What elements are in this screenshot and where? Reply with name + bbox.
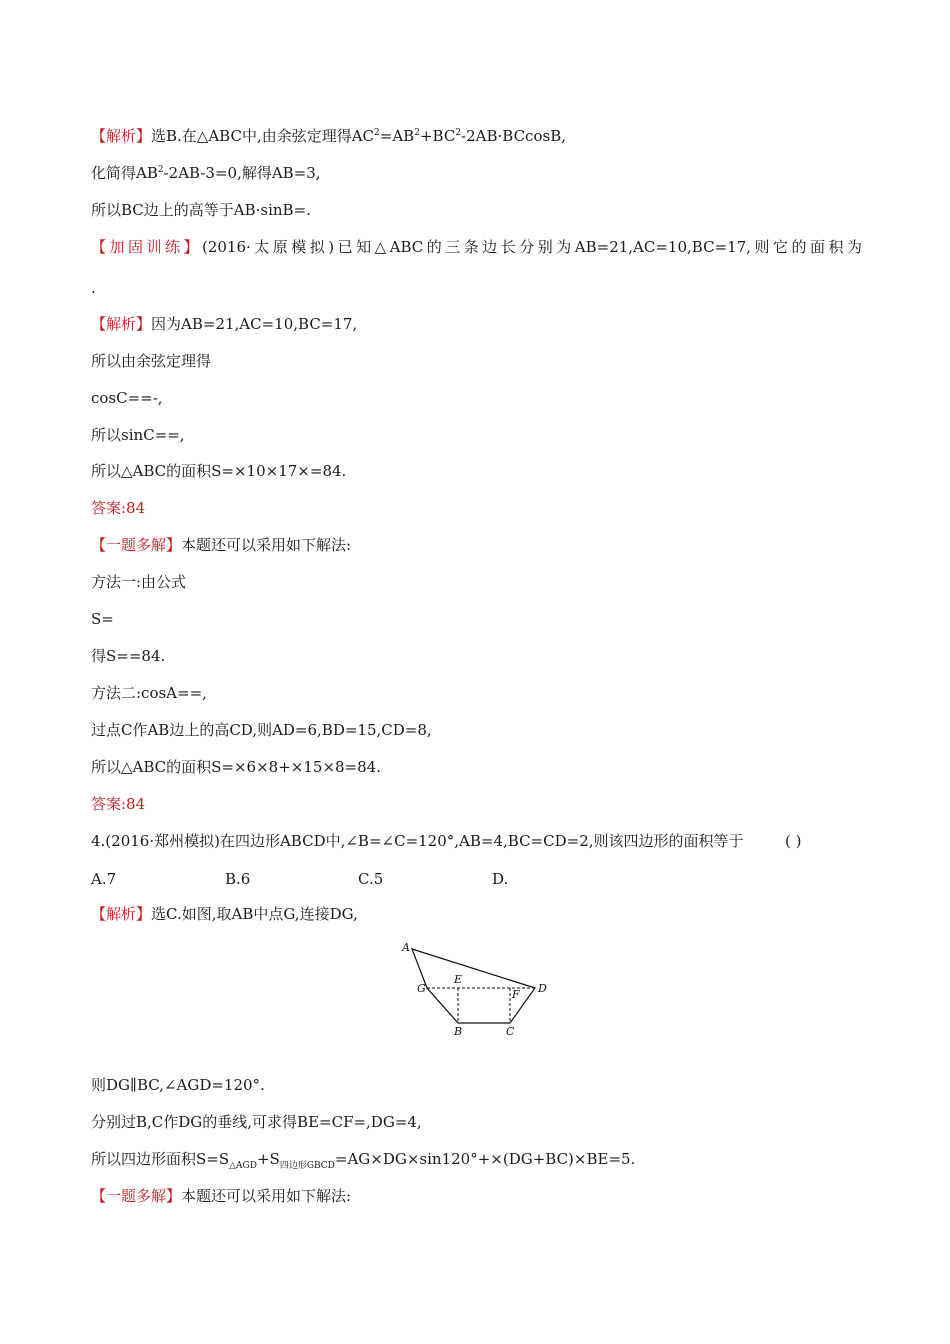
text-line-16: 方法二:cosA==, xyxy=(91,684,207,702)
text-line-2: 化简得$AB^2-2AB-3=0$,解得AB=3, xyxy=(91,164,321,182)
text-line-17: 过点C作AB边上的高CD,则AD=6,BD=15,CD=8, xyxy=(91,721,432,739)
analysis-tag: 【解析】 xyxy=(91,127,152,145)
text-line-13: 方法一:由公式 xyxy=(91,573,187,591)
text-line-8: cosC==-, xyxy=(91,389,163,407)
practice-tag: 【加固训练】 xyxy=(91,238,202,256)
multi-solution-line-1: 【一题多解】本题还可以采用如下解法: xyxy=(91,536,352,554)
text-line-10: 所以△ABC的面积S=×10×17×=84. xyxy=(91,462,347,480)
text-line-3: 所以BC边上的高等于AB·sinB=. xyxy=(91,201,311,219)
analysis-tag: 【解析】 xyxy=(91,905,152,923)
text-line-7: 所以由余弦定理得 xyxy=(91,352,212,370)
practice-question: 【加固训练】(2016·太原模拟)已知△ABC的三条边长分别为AB=21,AC=10,BC=17,则它的面积为 xyxy=(91,238,862,256)
text-line-23: 则DG∥BC,∠AGD=120°. xyxy=(91,1076,265,1094)
label-a: A xyxy=(402,941,410,954)
answer-line-2: 答案:84 xyxy=(91,795,146,813)
answer-bracket: ( ) xyxy=(785,832,802,850)
label-b: B xyxy=(454,1025,463,1038)
text-line-9: 所以sinC==, xyxy=(91,426,185,444)
label-f: F xyxy=(512,988,520,1001)
answer-line-1: 答案:84 xyxy=(91,499,146,517)
analysis-line-2: 【解析】因为AB=21,AC=10,BC=17, xyxy=(91,315,358,333)
option-c: C.5 xyxy=(358,870,384,888)
label-e: E xyxy=(454,973,463,986)
text-line-25: 所以四边形面积$S=S_{\triangle AGD}+S_{四边形GBCD}=AG\times DG\times\sin 120^\circ+\times(DG+BC)\times BE=5$. xyxy=(91,1150,636,1171)
multi-solution-line-2: 【一题多解】本题还可以采用如下解法: xyxy=(91,1187,352,1205)
quadrilateral-outline xyxy=(412,949,535,1023)
text-line-18: 所以△ABC的面积S=×6×8+×15×8=84. xyxy=(91,758,381,776)
option-a: A.7 xyxy=(91,870,117,888)
text-line-24: 分别过B,C作DG的垂线,可求得BE=CF=,DG=4, xyxy=(91,1113,422,1131)
question-end-dot: . xyxy=(91,279,96,297)
analysis-tag: 【解析】 xyxy=(91,315,152,333)
question-4: 4.(2016·郑州模拟)在四边形ABCD中,∠B=∠C=120°,AB=4,BC=CD=2,则该四边形的面积等于 ( ) xyxy=(91,832,802,850)
analysis-line-3: 【解析】选C.如图,取AB中点G,连接DG, xyxy=(91,905,358,923)
text-line-14: S= xyxy=(91,610,114,628)
label-c: C xyxy=(506,1025,515,1038)
quadrilateral-figure xyxy=(390,940,560,1040)
multi-solution-tag: 【一题多解】 xyxy=(91,1187,182,1205)
analysis-line-1: 【解析】选B.在△ABC中,由余弦定理得$AC^2=AB^2+BC^2-2AB\cdot BCcosB$, xyxy=(91,127,566,145)
option-d: D. xyxy=(492,870,509,888)
multi-solution-tag: 【一题多解】 xyxy=(91,536,182,554)
label-d: D xyxy=(538,982,547,995)
option-b: B.6 xyxy=(225,870,251,888)
label-g: G xyxy=(417,982,426,995)
text-line-15: 得S==84. xyxy=(91,647,166,665)
